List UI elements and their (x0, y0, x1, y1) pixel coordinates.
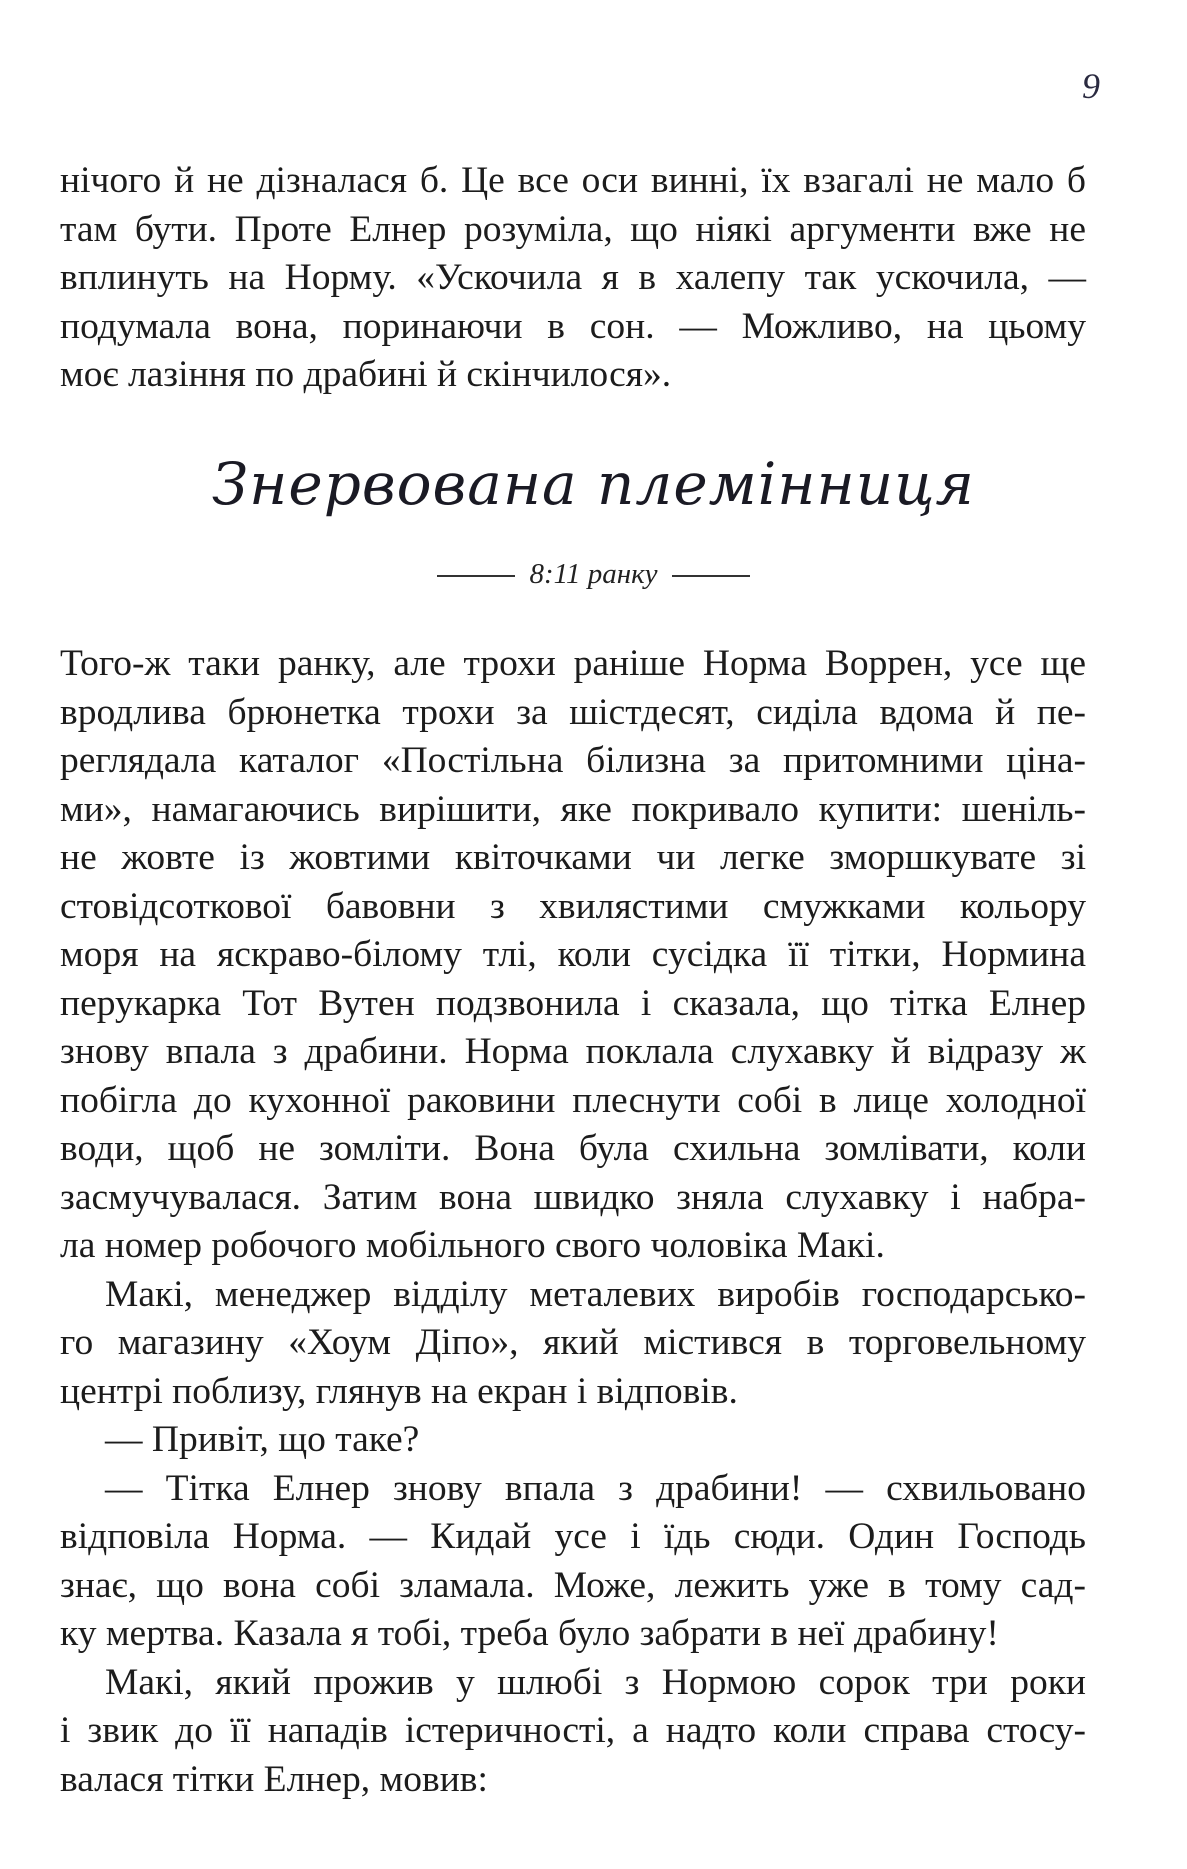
text-line: вродлива брюнетка трохи за шістдесят, сиділа вдома й пе- (60, 691, 1086, 733)
chapter-time-label: 8:11 ранку (529, 558, 658, 590)
text-line: моря на яскраво-білому тлі, коли сусідка її тітки, Нормина (60, 934, 1086, 975)
text-line: Макі, який прожив у шлюбі з Нормою сорок три роки (105, 1661, 1086, 1703)
page-number: 9 (1082, 66, 1100, 106)
text-line: знову впала з драбини. Норма поклала слухавку й відразу ж (60, 1031, 1086, 1072)
text-line: відповіла Норма. — Кидай усе і їдь сюди. Один Господь (60, 1516, 1086, 1557)
text-line: нічого й не дізналася б. Це все оси винні, їх взагалі не мало б (60, 160, 1086, 201)
text-line: не жовте із жовтими квіточками чи легке зморшкувате зі (60, 837, 1086, 878)
text-line: стовідсоткової бавовни з хвилястими смужками кольору (60, 885, 1086, 927)
text-line: там бути. Проте Елнер розуміла, що ніякі аргументи вже не (60, 208, 1086, 250)
text-line: ла номер робочого мобільного свого чоловіка Макі. (60, 1225, 885, 1266)
left-rule (437, 575, 515, 577)
text-line: Макі, менеджер відділу металевих виробів господарсько- (105, 1273, 1086, 1315)
text-line: — Привіт, що таке? (105, 1419, 420, 1460)
right-rule (672, 575, 750, 577)
text-line: валася тітки Елнер, мовив: (60, 1758, 488, 1800)
text-line: го магазину «Хоум Діпо», який містився в торговельному (60, 1322, 1086, 1363)
chapter-body (60, 640, 1086, 1804)
text-line: — Тітка Елнер знову впала з драбини! — схвильовано (105, 1467, 1086, 1509)
text-line: води, щоб не зомліти. Вона була схильна зомлівати, коли (60, 1128, 1086, 1169)
text-line: подумала вона, поринаючи в сон. — Можливо, на цьому (60, 305, 1086, 347)
text-line: ку мертва. Казала я тобі, треба було забрати в неї драбину! (60, 1613, 999, 1654)
text-line: Того-ж таки ранку, але трохи раніше Норма Воррен, усе ще (60, 643, 1086, 684)
text-line: реглядала каталог «Постільна білизна за притомними ціна- (60, 740, 1086, 781)
text-line: знає, що вона собі зламала. Може, лежить уже в тому сад- (60, 1564, 1086, 1606)
text-line: центрі поблизу, глянув на екран і відповів. (60, 1370, 738, 1412)
text-line: перукарка Тот Вутен подзвонила і сказала, що тітка Елнер (60, 982, 1086, 1024)
text-line: моє лазіння по драбині й скінчилося». (60, 354, 672, 395)
text-line: вплинуть на Норму. «Ускочила я в халепу так ускочила, — (60, 257, 1086, 298)
text-line: ми», намагаючись вирішити, яке покривало купити: шеніль- (60, 788, 1086, 830)
chapter-time (0, 560, 1187, 589)
text-line: засмучувалася. Затим вона швидко зняла слухавку і набра- (60, 1176, 1086, 1218)
text-line: і звик до її нападів істеричності, а надто коли справа стосу- (60, 1710, 1086, 1751)
chapter-title: Знервована племінниця (212, 450, 975, 518)
text-line: побігла до кухонної раковини плеснути собі в лице холодної (60, 1079, 1086, 1121)
opening-paragraph (60, 157, 1086, 400)
